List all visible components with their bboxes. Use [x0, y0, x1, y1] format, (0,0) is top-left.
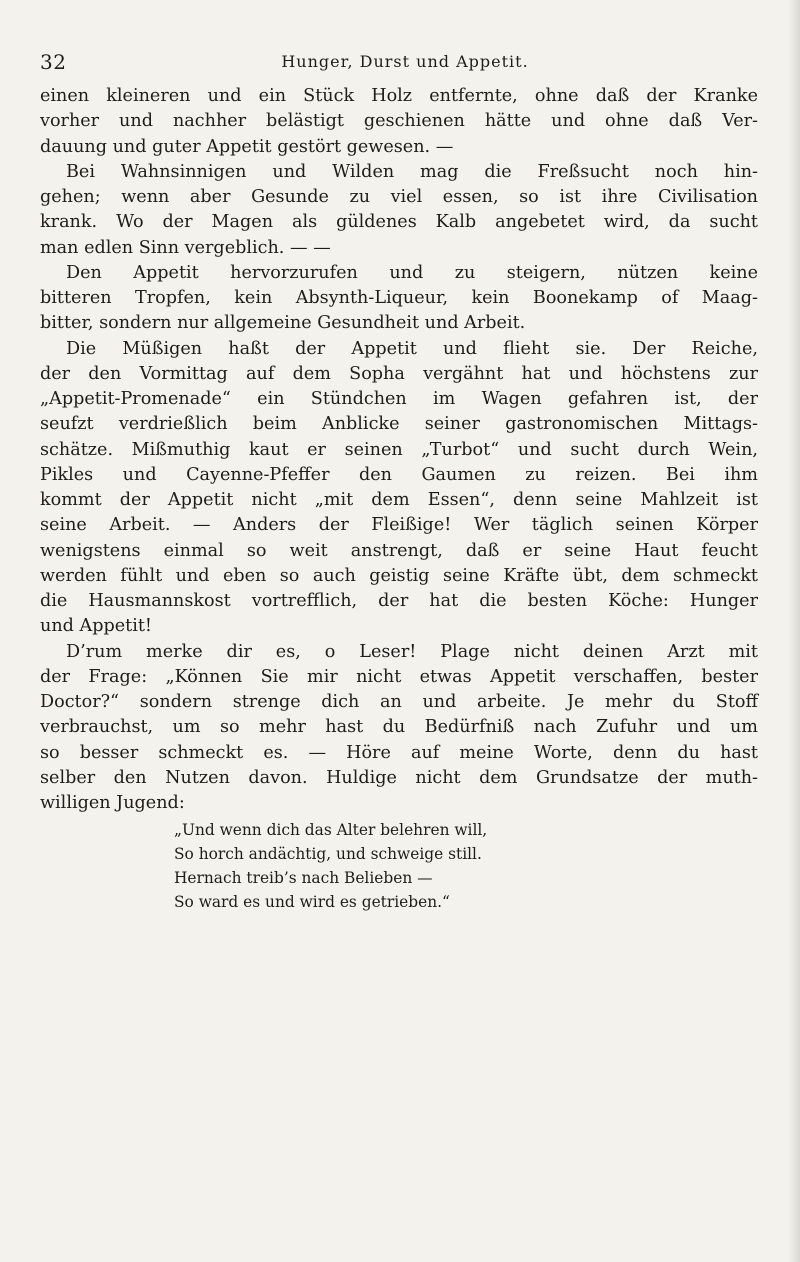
verse-quote	[40, 818, 758, 914]
text-line: vorher und nachher belästigt geschienen hätte und ohne daß Ver-	[40, 111, 758, 132]
page-number: 32	[40, 50, 67, 74]
text-line: seufzt verdrießlich beim Anblicke seiner gastronomischen Mittags-	[40, 414, 758, 435]
text-line: werden fühlt und eben so auch geistig seine Kräfte übt, dem schmeckt	[40, 565, 758, 586]
text-line: Bei Wahnsinnigen und Wilden mag die Freßsucht noch hin-	[66, 161, 758, 182]
text-line: die Hausmannskost vortrefflich, der hat die besten Köche: Hunger	[40, 591, 758, 611]
text-line: der den Vormittag auf dem Sopha vergähnt hat und höchstens zur	[40, 363, 758, 384]
text-line: dauung und guter Appetit gestört gewesen. —	[40, 136, 454, 157]
text-line: selber den Nutzen davon. Huldige nicht dem Grundsatze der muth-	[40, 767, 758, 788]
text-line: Doctor?“ sondern strenge dich an und arbeite. Je mehr du Stoff	[40, 692, 758, 712]
text-line: bitter, sondern nur allgemeine Gesundheit und Arbeit.	[40, 313, 526, 334]
verse-line: So horch andächtig, und schweige still.	[174, 845, 482, 864]
verse-line: So ward es und wird es getrieben.“	[174, 893, 450, 912]
text-line: D’rum merke dir es, o Leser! Plage nicht deinen Arzt mit	[66, 641, 758, 662]
text-line: „Appetit-Promenade“ ein Stündchen im Wagen gefahren ist, der	[40, 389, 758, 409]
text-line: kommt der Appetit nicht „mit dem Essen“, denn seine Mahlzeit ist	[40, 490, 758, 510]
text-line: Pikles und Cayenne-Pfeffer den Gaumen zu reizen. Bei ihm	[40, 464, 758, 485]
text-line: verbrauchst, um so mehr hast du Bedürfniß nach Zufuhr und um	[40, 717, 758, 738]
text-line: schätze. Mißmuthig kaut er seinen „Turbot“ und sucht durch Wein,	[40, 439, 758, 460]
text-line: seine Arbeit. — Anders der Fleißige! Wer täglich seinen Körper	[40, 515, 758, 536]
text-line: wenigstens einmal so weit anstrengt, daß er seine Haut feucht	[40, 540, 758, 561]
text-line: Den Appetit hervorzurufen und zu steigern, nützen keine	[66, 262, 758, 283]
text-line: man edlen Sinn vergeblich. — —	[40, 237, 331, 258]
text-line: einen kleineren und ein Stück Holz entfernte, ohne daß der Kranke	[40, 86, 758, 106]
body-text	[40, 84, 758, 914]
text-line: willigen Jugend:	[40, 793, 185, 813]
page-edge-shadow	[788, 0, 800, 1262]
text-line: krank. Wo der Magen als güldenes Kalb angebetet wird, da sucht	[40, 212, 758, 233]
text-line: und Appetit!	[40, 616, 152, 637]
verse-line: Hernach treib’s nach Belieben —	[174, 869, 433, 888]
text-line: der Frage: „Können Sie mir nicht etwas Appetit verschaffen, bester	[40, 666, 758, 687]
page-header	[40, 50, 760, 76]
text-line: bitteren Tropfen, kein Absynth-Liqueur, kein Boonekamp of Maag-	[40, 288, 758, 308]
text-line: so besser schmeckt es. — Höre auf meine Worte, denn du hast	[40, 742, 758, 763]
running-title: Hunger, Durst und Appetit.	[281, 52, 529, 71]
verse-line: „Und wenn dich das Alter belehren will,	[174, 821, 488, 840]
text-line: gehen; wenn aber Gesunde zu viel essen, so ist ihre Civilisation	[40, 187, 758, 207]
text-line: Die Müßigen haßt der Appetit und flieht sie. Der Reiche,	[66, 338, 758, 359]
